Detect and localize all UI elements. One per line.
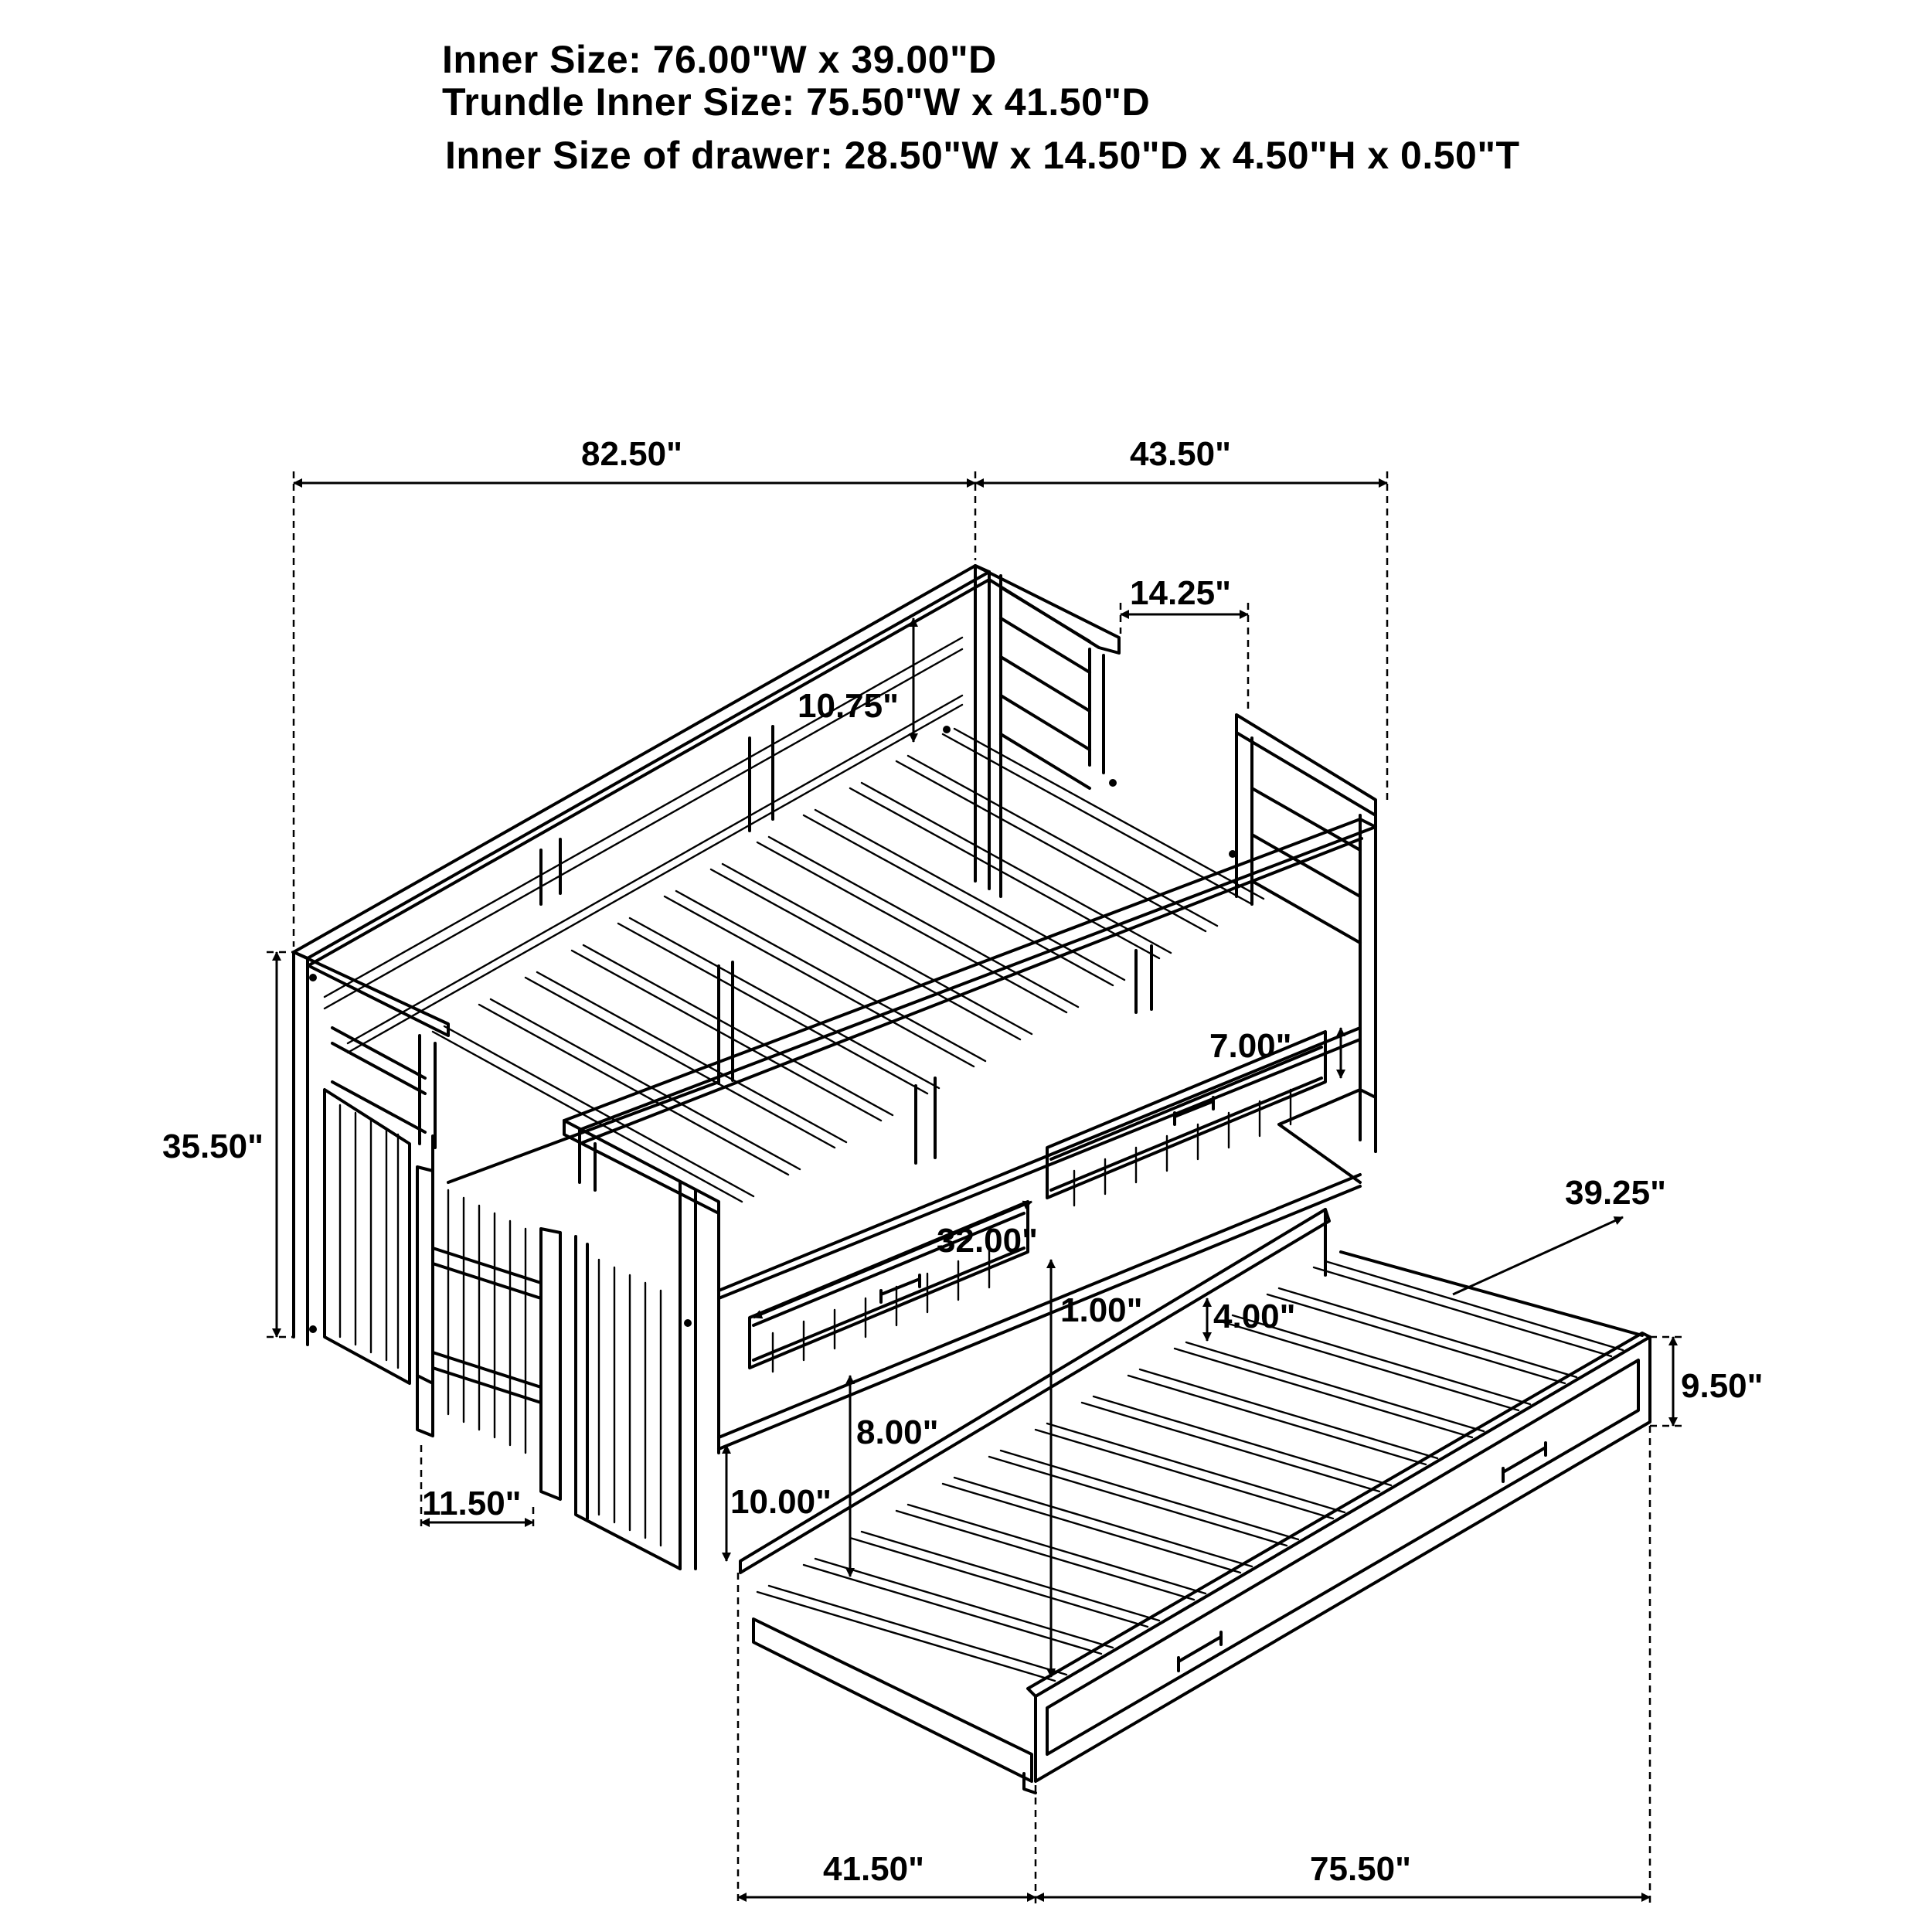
trundle-height-label: 9.50" — [1681, 1367, 1764, 1405]
ladder — [417, 1167, 560, 1499]
bed-slats — [433, 729, 1264, 1202]
ladder-width-label: 11.50" — [422, 1485, 522, 1522]
overall-length-label: 82.50" — [581, 435, 682, 473]
trundle-front-height-label: 8.00" — [856, 1413, 939, 1451]
slat-spacing-label: 4.00" — [1213, 1298, 1296, 1335]
end-rail-gap-label: 14.25" — [1130, 574, 1231, 612]
drawer-inner-size-spec: Inner Size of drawer: 28.50"W x 14.50"D x 4.50"H x 0.50"T — [445, 134, 1520, 177]
trundle-depth-label: 41.50" — [823, 1850, 924, 1888]
overall-height-label: 35.50" — [162, 1128, 264, 1165]
trundle-inner-size-spec: Trundle Inner Size: 75.50"W x 41.50"D — [442, 80, 1151, 124]
trundle-clearance-label: 10.00" — [730, 1483, 832, 1521]
overall-depth-label: 43.50" — [1130, 435, 1231, 473]
guardrail-height-label: 10.75" — [798, 687, 899, 725]
trundle-length-label: 75.50" — [1310, 1850, 1411, 1888]
trundle-extended-depth-label: 39.25" — [1565, 1174, 1666, 1212]
trundle — [740, 1209, 1650, 1793]
slat-gap-label: 1.00" — [1060, 1291, 1143, 1329]
drawer-width-label: 32.00" — [937, 1222, 1038, 1260]
drawer-height-label: 7.00" — [1209, 1027, 1292, 1065]
inner-size-spec: Inner Size: 76.00"W x 39.00"D — [442, 38, 997, 81]
